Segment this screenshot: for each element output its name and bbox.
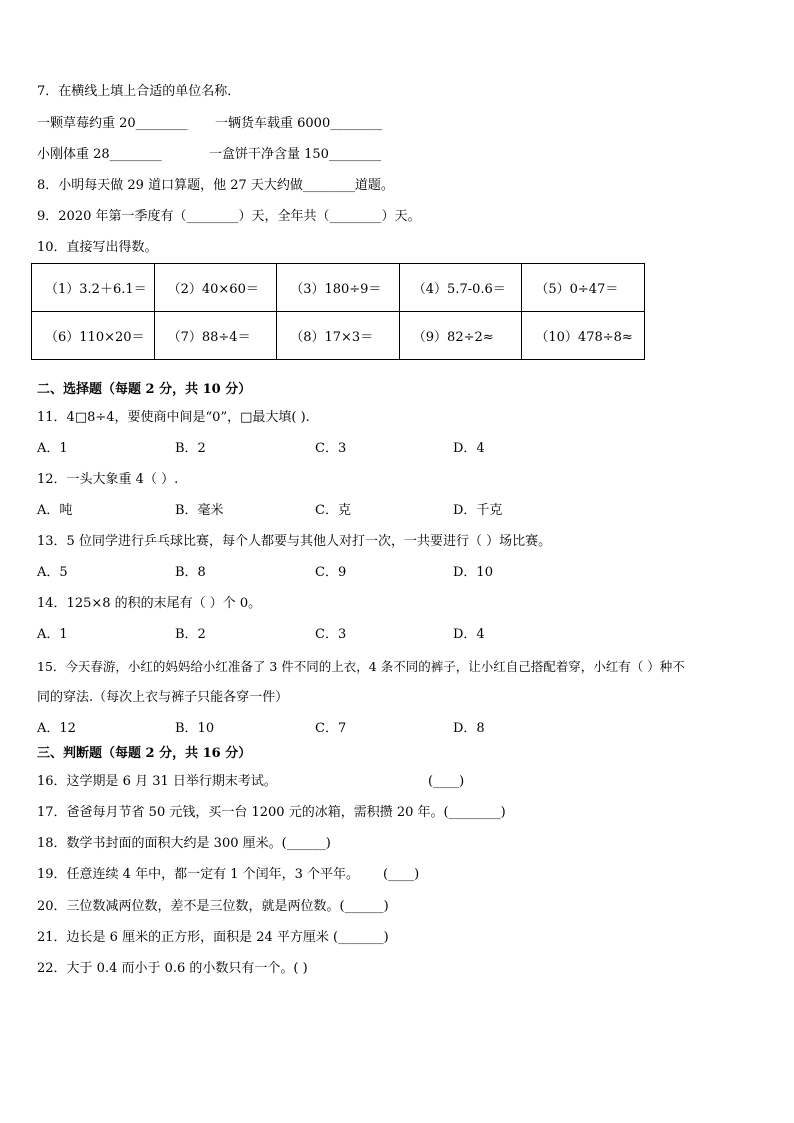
q11-option-c: C．3 xyxy=(315,441,347,456)
calc-cell: （9）82÷2≈ xyxy=(399,312,522,360)
q15-option-d: D．8 xyxy=(453,721,485,736)
q8: 8．小明每天做 29 道口算题，他 27 天大约做________道题。 xyxy=(37,178,394,193)
section-heading-judgement: 三、判断题（每题 2 分，共 16 分） xyxy=(37,746,252,761)
q7-title: 7．在横线上填上合适的单位名称． xyxy=(37,84,241,99)
q7-row1-left: 一颗草莓约重 20________ xyxy=(37,116,188,131)
q12-option-b: B．毫米 xyxy=(175,503,224,518)
q13-option-d: D．10 xyxy=(453,565,493,580)
q14-option-a: A．1 xyxy=(37,627,68,642)
q22-text: 22．大于 0.4 而小于 0.6 的小数只有一个。( ) xyxy=(37,961,308,976)
q13-stem: 13．5 位同学进行乒乓球比赛，每个人都要与其他人对打一次，一共要进行（ ）场比赛。 xyxy=(37,534,552,549)
q15-option-c: C．7 xyxy=(315,721,347,736)
calc-cell: （8）17×3＝ xyxy=(277,312,400,360)
q15-stem-line1: 15．今天春游，小红的妈妈给小红准备了 3 件不同的上衣，4 条不同的裤子，让小红自己搭配着穿，小红有（ ）种不 xyxy=(37,659,685,674)
q9: 9．2020 年第一季度有（________）天，全年共（________）天。 xyxy=(37,209,421,224)
calc-table xyxy=(31,263,645,360)
q7-row2-right: 一盒饼干净含量 150________ xyxy=(209,147,381,162)
q11-option-d: D．4 xyxy=(453,441,485,456)
q11-option-a: A．1 xyxy=(37,441,68,456)
q13-option-b: B．8 xyxy=(175,565,206,580)
q11-stem: 11．4□8÷4，要使商中间是“0”，□最大填( ). xyxy=(37,410,310,425)
q12-option-d: D．千克 xyxy=(453,503,503,518)
q19-blank: (____) xyxy=(383,867,420,882)
q7-row2-left: 小刚体重 28________ xyxy=(37,147,162,162)
q20-text: 20．三位数减两位数，差不是三位数，就是两位数。(______) xyxy=(37,899,389,914)
calc-row xyxy=(32,264,645,312)
q12-option-c: C．克 xyxy=(315,503,351,518)
calc-cell: （4）5.7-0.6＝ xyxy=(399,264,522,312)
q19-text: 19．任意连续 4 年中，都一定有 1 个闰年，3 个平年。 xyxy=(37,867,360,882)
calc-cell: （1）3.2＋6.1＝ xyxy=(32,264,155,312)
q15-option-b: B．10 xyxy=(175,721,215,736)
q15-option-a: A．12 xyxy=(37,721,76,736)
q11-option-b: B．2 xyxy=(175,441,206,456)
q13-option-a: A．5 xyxy=(37,565,68,580)
calc-cell: （3）180÷9＝ xyxy=(277,264,400,312)
calc-row xyxy=(32,312,645,360)
q14-option-c: C．3 xyxy=(315,627,347,642)
calc-cell: （10）478÷8≈ xyxy=(522,312,645,360)
calc-cell: （2）40×60＝ xyxy=(154,264,277,312)
q14-option-d: D．4 xyxy=(453,627,485,642)
q14-stem: 14．125×8 的积的末尾有（ ）个 0。 xyxy=(37,596,262,611)
q17-text: 17．爸爸每月节省 50 元钱，买一台 1200 元的冰箱，需积攒 20 年。(________) xyxy=(37,805,506,820)
q21-text: 21．边长是 6 厘米的正方形，面积是 24 平方厘米 (_______) xyxy=(37,930,389,945)
q7-row1-right: 一辆货车载重 6000________ xyxy=(215,116,383,131)
q16-blank: (____) xyxy=(428,774,465,789)
section-heading-choice: 二、选择题（每题 2 分，共 10 分） xyxy=(37,382,252,397)
q18-text: 18．数学书封面的面积大约是 300 厘米。(______) xyxy=(37,836,331,851)
q14-option-b: B．2 xyxy=(175,627,206,642)
q13-option-c: C．9 xyxy=(315,565,347,580)
q12-option-a: A．吨 xyxy=(37,503,73,518)
q12-stem: 12．一头大象重 4（ ）. xyxy=(37,472,179,487)
calc-cell: （5）0÷47＝ xyxy=(522,264,645,312)
calc-cell: （6）110×20＝ xyxy=(32,312,155,360)
q15-stem-line2: 同的穿法.（每次上衣与裤子只能各穿一件） xyxy=(37,690,289,705)
q10-title: 10．直接写出得数。 xyxy=(37,240,158,255)
calc-cell: （7）88÷4＝ xyxy=(154,312,277,360)
q16-text: 16．这学期是 6 月 31 日举行期末考试。 xyxy=(37,774,277,789)
